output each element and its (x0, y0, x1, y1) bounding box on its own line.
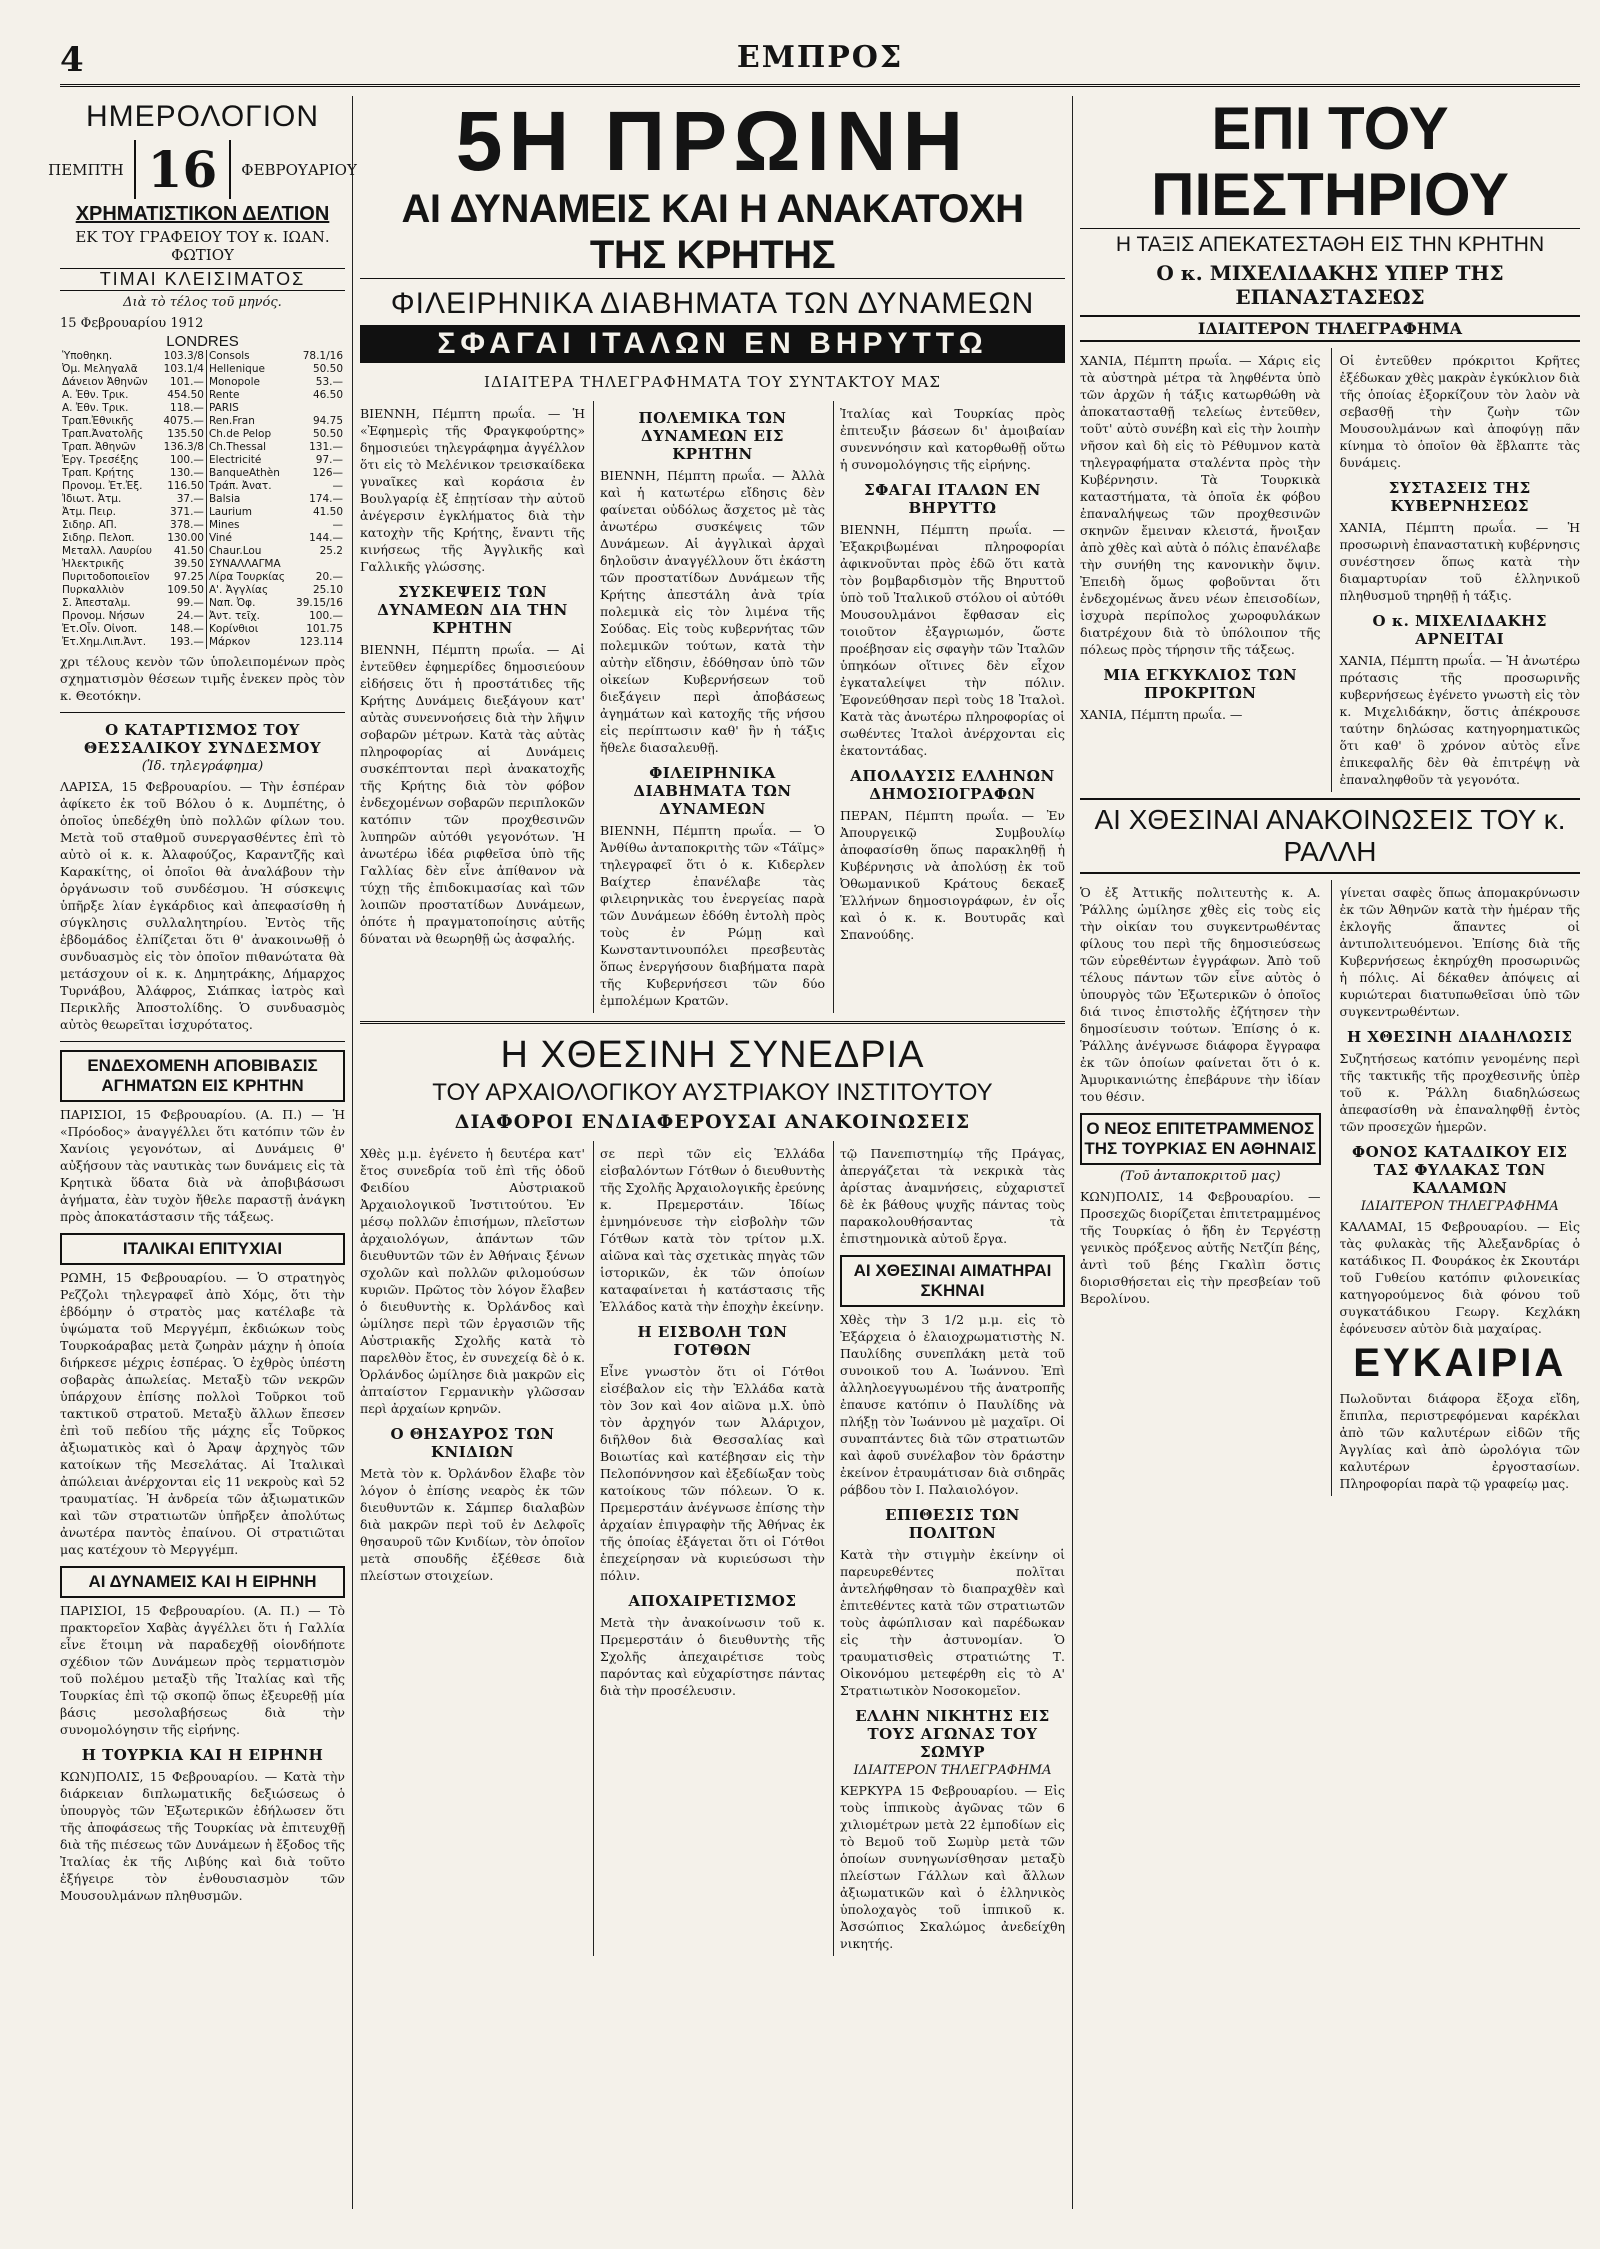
market-row (60, 454, 345, 467)
article-body: σε περὶ τῶν εἰς Ἑλλάδα εἰσβαλόντων Γότθων ὁ διευθυντὴς τῆς Σχολῆς Ἀρχαιολογικῆς ἐρεύνης κ. Πρεμερστάιν. Ἰδίως ἐμνημόνευσε τὴν εἰσβολὴν τῶν Γότθων κατὰ τὸν τρίτον μ.Χ. αἰῶνα καὶ τὰς σχετικὰς πηγὰς τῶν ἱστορικῶν, ἐκ τῶν ὁποίων καταφαίνεται ἡ κατάστασις τῆς Ἑλλάδος κατὰ τὴν ἐποχὴν ἐκείνην. (600, 1146, 825, 1314)
market-price: 39.50 (173, 558, 204, 570)
bar-headline: ΣΦΑΓΑΙ ΙΤΑΛΩΝ ΕΝ ΒΗΡΥΤΤΩ (360, 325, 1065, 363)
article-heading: Ο ΝΕΟΣ ΕΠΙΤΕΤΡΑΜΜΕΝΟΣ ΤΗΣ ΤΟΥΡΚΙΑΣ ΕΝ ΑΘΗΝΑΙΣ (1080, 1113, 1321, 1165)
market-row (60, 545, 345, 558)
market-row (60, 571, 345, 584)
market-row (60, 480, 345, 493)
market-security: Ναπ. Ὀφ. (206, 597, 291, 610)
session-articles (360, 1141, 1065, 1956)
article-body: ΠΑΡΙΣΙΟΙ, 15 Φεβρουαρίου. (Α. Π.) — Τὸ πρακτορεῖον Χαβὰς ἀγγέλλει ὅτι ἡ Γαλλία εἶνε ἕτοιμη νὰ παραδεχθῇ οἱονδήποτε σχέδιον τῶν Δυνάμεων πρὸς τερματισμὸν τοῦ πολέμου μεταξὺ τῆς Ἰταλίας καὶ τῆς Τουρκίας ἐπὶ τῷ σκοπῷ ὅπως ἐξευρεθῇ μία βάσις μεσολαβήσεως διὰ τὴν συνομολόγησιν τῆς εἰρήνης. (60, 1603, 345, 1737)
market-security: Μεταλλ. Λαυρίου (62, 545, 152, 557)
session-subheadline: ΤΟΥ ΑΡΧΑΙΟΛΟΓΙΚΟΥ ΑΥΣΤΡΙΑΚΟΥ ΙΝΣΤΙΤΟΥΤΟΥ (432, 1079, 993, 1106)
market-security: BanqueAthèn (206, 467, 291, 480)
top-articles (360, 401, 1065, 1013)
market-price: 101.75 (306, 623, 343, 635)
market-security: Chaur.Lou (206, 545, 291, 558)
market-security: Προνομ. Ἐτ.Ἐξ. (62, 480, 143, 492)
market-price: — (332, 519, 343, 531)
article-body: ΡΩΜΗ, 15 Φεβρουαρίου. — Ὁ στρατηγὸς Ρεζζολι τηλεγραφεῖ ἀπὸ Χόμς, ὅτι τὴν ἑβδόμην ὁ στρατὸς μας κατέλαβε τὰ ὑψώματα τοῦ Μεργγέμπ, ἐκδιώκων τοὺς Τουρκοάραβας μετὰ ζωηρὰν μάχην ἡ ὁποία διήρκεσε μέχρις ἑσπέρας. Ὁ ἐχθρὸς ὑπέστη σοβαρὰς ἀπωλείας. Μεταξὺ τῶν νεκρῶν ὑπάρχουν ἐπίσης πολλοὶ Τοῦρκοι τοῦ τακτικοῦ στρατοῦ. Μεταξὺ ἄλλων ἔπεσεν ἐπὶ τοῦ πεδίου τῆς μάχης εἷς Τοῦρκος ἀξιωματικὸς καὶ ὁ Ἀραψ ἀρχηγὸς τῶν κατοίκων τῆς Μεσελάτας. Αἱ Ἰταλικαὶ ἀπώλειαι ἀνέρχονται εἰς 11 νεκροὺς καὶ 52 τραυματίας. Ἡ ἀνδρεία τῶν ἀξιωματικῶν καὶ τῶν στρατιωτῶν ὑπῆρξεν ἀπολύτως ἀνωτέρα παντὸς ἐπαίνου. Οἱ στρατιῶται μας κατέχουν τὸ Μεργγέμπ. (60, 1270, 345, 1557)
article-body: Εἶνε γνωστὸν ὅτι οἱ Γότθοι εἰσέβαλον εἰς τὴν Ἑλλάδα κατὰ τὸν 3ον καὶ 4ον αἰῶνα μ.Χ. ὑπὸ τὸν ἀρχηγόν των Ἀλάριχον, διῆλθον διὰ Θεσσαλίας καὶ Βοιωτίας καὶ κατέβησαν εἰς τὴν Πελοπόννησον καὶ ἐξεδίωξαν τοὺς κατοίκους τῶν πόλεων. Ὁ κ. Πρεμερστάιν ἀνέγνωσε ἐπίσης τὴν ἀρχαίαν ἐπιγραφὴν τῆς Ἀθήνας ἐκ τῆς ὁποίας ἐξάγεται ὅτι οἱ Γότθοι ἐπεχείρησαν νὰ κυριεύσωσι τὴν πόλιν. (600, 1364, 825, 1583)
market-price: 46.50 (312, 389, 343, 401)
calendar-weekday: ΠΕΜΠΤΗ (48, 160, 124, 179)
market-price: 116.50 (167, 480, 204, 492)
session-headline: Η ΧΘΕΣΙΝΗ ΣΥΝΕΔΡΙΑ (500, 1034, 925, 1076)
market-price: 41.50 (312, 506, 343, 518)
market-security: Σιδηρ. Πελοπ. (62, 532, 135, 544)
market-row (60, 597, 345, 610)
market-price: 371.— (170, 506, 204, 518)
center-column (360, 96, 1065, 2209)
article-body: ΧΑΝΙΑ, Πέμπτη πρωΐα. — Χάρις εἰς τὰ αὐστηρὰ μέτρα τὰ ληφθέντα ὑπὸ τῶν ἀρχῶν ἡ τάξις κατωρθώθη νὰ ἀποκατασταθῇ τελείως ἐντεῦθεν, τοῦτ' αὐτὸ συνέβη καὶ εἰς τὴν λοιπὴν νῆσον καὶ δὴ εἰς τὸ Ρέθυμνον κατὰ τηλεγραφήματα σταλέντα πρὸς τὴν Κυβέρνησιν. Τὰ Τουρκικὰ καταστήματα, τὰ ὁποῖα ἐκ φόβου ἐπαναλήψεως τῶν προχθεσινῶν σκηνῶν ἔμειναν κλειστά, ἤνοιξαν ἀπὸ χθὲς καὶ αὐτὰ ὁ πόλις ἐπανέλαβε τὴν συνήθη της κανονικὴν ὄψιν. Ἐπειδὴ ὅμως φοβοῦνται ὅτι ἐνδεχομένως ἄνευ νέων ἐπεισοδίων, ἰσχυρὰ περίπολος χωροφυλάκων διατρέχουν διὰ τὸ ὑπόλοιπον τῆς πόλεως πρὸς τήρησιν τῆς τάξεως. (1080, 353, 1321, 657)
market-security: Κορίνθιοι (206, 623, 291, 636)
article-note: ΙΔΙΑΙΤΕΡΟΝ ΤΗΛΕΓΡΑΦΗΜΑ (1360, 1199, 1559, 1214)
market-row (60, 623, 345, 636)
rallis-articles (1080, 880, 1580, 1496)
right-headline: ΕΠΙ ΤΟΥ ΠΙΕΣΤΗΡΙΟΥ (1080, 96, 1580, 229)
london-label: LONDRES (166, 333, 239, 350)
calendar-month: ΦΕΒΡΟΥΑΡΙΟΥ (241, 160, 357, 179)
market-price: 94.75 (312, 415, 343, 427)
market-security: Ch.Thessal (206, 441, 291, 454)
newspaper-title: ΕΜΠΡΟΣ (736, 40, 904, 75)
market-security: Ren.Fran (206, 415, 291, 428)
article-body: ΠΕΡΑΝ, Πέμπτη πρωΐα. — Ἐν Ἀπουργεικῷ Συμβουλίῳ ἀποφασίσθη ὅπως παρακληθῇ ἡ Κυβέρνησις νὰ ἀπολύσῃ ἐκ τοῦ Ὀθωμανικοῦ Κράτους δεκαεξ Ἑλλήνων δημοσιογράφων, ἐν οἷς καὶ ὁ κ. κ. Βουτυρᾶς καὶ Σπανούδης. (840, 808, 1065, 942)
article-body: ΒΙΕΝΝΗ, Πέμπτη πρωΐα. — Αἱ ἐντεῦθεν ἐφημερίδες δημοσιεύουν εἰδήσεις ὅτι ἡ προστάτιδες τῆς Κρήτης Δυνάμεις διεξάγουν κατ' αὐτὰς συνεννοήσεις διὰ τὴν λῆψιν σοβαρῶν μέτρων. Κατὰ τὰς αὐτὰς πληροφορίας αἱ Δυνάμεις συσκέπτονται περὶ ἀνακατοχῆς τῆς Κρήτης διὰ τὸν φόβον ἐνδεχομένων σοβαρῶν περιπλοκῶν κατόπιν τῶν προχθεσινῶν λυπηρῶν αὐτόθι γεγονότων. Ἡ ἀνωτέρω ἰδέα ριφθεῖσα ὑπὸ τῆς Γαλλίας δὲν εἶνε ἀπίθανον νὰ τύχῃ τῆς ἐπιδοκιμασίας καὶ τῶν λοιπῶν προστατίδων Δυνάμεων, ὁπότε ἡ πραγματοποίησις αὐτῆς δύναται νὰ θεωρηθῇ ὡς ἀσφαλής. (360, 642, 585, 946)
market-price: 148.— (170, 623, 204, 635)
market-security: Ὀμ. Μεληγαλᾶ (62, 363, 138, 375)
session-subheadline-2: ΔΙΑΦΟΡΟΙ ΕΝΔΙΑΦΕΡΟΥΣΑΙ ΑΝΑΚΟΙΝΩΣΕΙΣ (454, 1111, 971, 1133)
article-body: Μετὰ τὴν ἀνακοίνωσιν τοῦ κ. Πρεμερστάιν ὁ διευθυντὴς τῆς Σχολῆς ἀπεχαιρέτισε τοὺς παρόντας καὶ εὐχαρίστησε πάντας διὰ τὴν προσέλευσιν. (600, 1615, 825, 1698)
market-date: 15 Φεβρουαρίου 1912 (60, 316, 204, 331)
calendar-day: 16 (134, 140, 232, 199)
market-security: Τραπ. Ἀθηνῶν (62, 441, 136, 453)
article-body: ΒΙΕΝΝΗ, Πέμπτη πρωΐα. — Ἡ «Ἐφημερὶς τῆς Φραγκφούρτης» δημοσιεύει τηλεγράφημα ἀγγέλλον ὅτι εἰς τὸ Μελένικον τρεισκαίδεκα γυναῖκες καὶ κοράσια ἐν Βουλγαρίᾳ ἐξ ἐπῃτίσαν τὴν αὐτοῦ ἀνέγερσιν ἐγκλήματος διὰ τὴν κατοχὴν τῆς Κρήτης, ἔναντι τῆς κινήσεως τῆς Ἀγγλικῆς καὶ Γαλλικῆς γλώσσης. (360, 406, 585, 574)
market-price: 39.15/16 (296, 597, 343, 609)
right-column (1080, 96, 1580, 2209)
market-security: Ἀτμ. Πειρ. (62, 506, 116, 518)
market-price: 101.— (170, 376, 204, 388)
market-price: 100.— (309, 610, 343, 622)
column-rule (352, 96, 353, 2209)
market-price: 131.— (309, 441, 343, 453)
article-body: ΧΑΝΙΑ, Πέμπτη πρωΐα. — Ἡ προσωρινὴ ἐπαναστατικὴ κυβέρνησις συνέστησεν ὅπως κατὰ τὴν διαμαρτυρίαν τοῦ ἑλληνικοῦ πληθυσμοῦ τηρηθῇ ἡ τάξις. (1339, 520, 1580, 603)
market-security: Α'. Ἀγγλίας (206, 584, 291, 597)
article-heading: ΑΙ ΧΘΕΣΙΝΑΙ ΑΙΜΑΤΗΡΑΙ ΣΚΗΝΑΙ (840, 1255, 1065, 1307)
market-security: Laurium (206, 506, 291, 519)
prices-note: Διὰ τὸ τέλος τοῦ μηνός. (123, 295, 282, 310)
market-price: 97.— (315, 454, 343, 466)
right-subheadline: Η ΤΑΞΙΣ ΑΠΕΚΑΤΕΣΤΑΘΗ ΕΙΣ ΤΗΝ ΚΡΗΤΗΝ (1115, 233, 1545, 256)
prices-title: ΤΙΜΑΙ ΚΛΕΙΣΙΜΑΤΟΣ (60, 268, 345, 291)
market-security: Τραπ.Ἐθνικῆς (62, 415, 134, 427)
market-security: Τραπ. Κρήτης (62, 467, 135, 479)
article-body: ΚΩΝ)ΠΟΛΙΣ, 14 Φεβρουαρίου. — Προσεχῶς διορίζεται ἐπιτετραμμένος τῆς Τουρκίας ὁ ἤδη ἐν Τεργέστῃ γενικὸς πρόξενος αὐτῆς Νετζίπ βέης, ἀντὶ τοῦ βέης Γκαλὶπ ὅστις διορισθήσεται εἰς τὴν πρεσβείαν τοῦ Βερολίνου. (1080, 1189, 1321, 1306)
market-security: Μάρκον (206, 636, 291, 649)
market-price: 25.2 (319, 545, 343, 557)
market-security: Πυρκαλλιὸν (62, 584, 125, 596)
market-security: Ἠλεκτρικῆς (62, 558, 125, 570)
article-body: Ἰταλίας καὶ Τουρκίας πρὸς ἐπιτευξιν βάσεων δι' ἀμοιβαίαν συνεννόησιν καὶ κατορθωθῇ οὕτω ἡ συνομολόγησις τῆς εἰρήνης. (840, 406, 1065, 472)
correspondents-line: ΙΔΙΑΙΤΕΡΑ ΤΗΛΕΓΡΑΦΗΜΑΤΑ ΤΟΥ ΣΥΝΤΑΚΤΟΥ ΜΑΣ (484, 373, 941, 391)
article-heading: ΜΙΑ ΕΓΚΥΚΛΙΟΣ ΤΩΝ ΠΡΟΚΡΙΤΩΝ (1103, 666, 1298, 702)
market-security: Τράπ. Ἀνατ. (206, 480, 291, 493)
market-row (60, 428, 345, 441)
market-price: 78.1/16 (302, 350, 343, 362)
market-price: 123.114 (299, 636, 343, 648)
article-heading: ΦΙΛΕΙΡΗΝΙΚΑ ΔΙΑΒΗΜΑΤΑ ΤΩΝ ΔΥΝΑΜΕΩΝ (633, 764, 792, 818)
right-subheadline-2: Ο κ. ΜΙΧΕΛΙΔΑΚΗΣ ΥΠΕΡ ΤΗΣ ΕΠΑΝΑΣΤΑΣΕΩΣ (1156, 261, 1504, 309)
article-heading: Η ΕΙΣΒΟΛΗ ΤΩΝ ΓΟΤΘΩΝ (637, 1323, 788, 1359)
article-body: ΚΑΛΑΜΑΙ, 15 Φεβρουαρίου. — Εἰς τὰς φυλακὰς τῆς Ἀλεξανδρίας ὁ κατάδικος Π. Φουράκος ἐκ Σκουτάρι τοῦ Γυθείου κατόπιν φιλονεικίας κατηγορούμενος διὰ φόνου τοῦ συγκατάδικου Γεωργ. Κεχλάκη ἐφόνευσεν αὐτὸν διὰ μαχαίρας. (1339, 1219, 1580, 1336)
article-heading: Η ΧΘΕΣΙΝΗ ΔΙΑΔΗΛΩΣΙΣ (1346, 1028, 1573, 1046)
market-security: Consols (206, 350, 291, 363)
market-security: Α. Ἐθν. Τρικ. (62, 402, 129, 414)
market-security: Α. Ἐθν. Τρικ. (62, 389, 129, 401)
rallis-headline: ΑΙ ΧΘΕΣΙΝΑΙ ΑΝΑΚΟΙΝΩΣΕΙΣ ΤΟΥ κ. ΡΑΛΛΗ (1080, 798, 1580, 874)
article-body: ΚΕΡΚΥΡΑ 15 Φεβρουαρίου. — Εἰς τοὺς ἱππικοὺς ἀγῶνας τῶν 6 χιλιομέτρων μετὰ 22 ἐμποδίων εἰς τὸ Βεμοῦ τοῦ Σωμὺρ μετὰ τῶν ὁποίων συνηγωνίσθησαν μεταξὺ πλείστων Γάλλων καὶ ἄλλων ἀξιωματικῶν καὶ ὁ ἑλληνικὸς ὑπολοχαγὸς τοῦ ἱππικοῦ κ. Ἀσσώπιος Σκαλώμος ἀνεδείχθη νικητής. (840, 1783, 1065, 1951)
column-rule (1072, 96, 1073, 2209)
article-heading: ΣΥΣΚΕΨΕΙΣ ΤΩΝ ΔΥΝΑΜΕΩΝ ΔΙΑ ΤΗΝ ΚΡΗΤΗΝ (377, 583, 568, 637)
market-security: Πυριτοδοποιεῖον (62, 571, 150, 583)
market-price: — (332, 480, 343, 492)
article-body: Ὁ ἐξ Ἀττικῆς πολιτευτὴς κ. Α. Ῥάλλης ὡμίλησε χθὲς εἰς τοὺς εἰς τὴν οἰκίαν του συγκεντρωθέντας φίλους του περὶ τῆς δημοσιεύσεως τῶν εὐρεθέντων ἐγγράφων. Ἀπὸ τοῦ τέλους πάντων τῶν εἶνε αὐτὸς ὁ ὑπουργὸς τῶν Ἐξωτερικῶν ὁ ὁποῖος διά τινος ἐπιστολῆς ἐζήτησεν τὴν δημοσίευσιν τούτων. Ἐπίσης ὁ κ. Ῥάλλης ἀνέγνωσε διάφορα ἔγγραφα ἐκ τῶν ὁποίων φαίνεται ὅτι ὁ κ. Ἀμυρικανιώτης ἐπεβάρυνε τὴν ἰδίαν του θέσιν. (1080, 885, 1321, 1104)
market-security: Monopole (206, 376, 291, 389)
market-security: Λίρα Τουρκίας (206, 571, 291, 584)
market-price: 41.50 (173, 545, 204, 557)
market-price: 130.00 (167, 532, 204, 544)
ad-body: Πωλοῦνται διάφορα ἔξοχα εἴδη, ἔπιπλα, περιστρεφόμεναι καρέκλαι ἀπὸ τῶν καλυτέρων εἰδῶν τῆς Ἀγγλίας καὶ ἀπὸ ὠρολόγια τῶν καλυτέρων ἐργοστασίων. Πληροφορίαι παρὰ τῷ γραφείῳ μας. (1339, 1391, 1580, 1491)
market-row (60, 441, 345, 454)
article-heading: Ο ΚΑΤΑΡΤΙΣΜΟΣ ΤΟΥ ΘΕΣΣΑΛΙΚΟΥ ΣΥΝΔΕΣΜΟΥ (83, 721, 322, 757)
market-security: Ἐργ. Τρεσέξης (62, 454, 139, 466)
market-price: 50.50 (312, 363, 343, 375)
market-security: Ἀντ. τεῖχ. (206, 610, 291, 623)
market-note: χρι τέλους κενὸν τῶν ὑπολειπομένων πρὸς σχηματισμὸν θέσεων τιμῆς ἐνεκεν πρὸς τὸν κ. Θεοτόκην. (60, 654, 345, 703)
article-heading: ΑΠΟΛΑΥΣΙΣ ΕΛΛΗΝΩΝ ΔΗΜΟΣΙΟΓΡΑΦΩΝ (850, 767, 1055, 803)
market-price: 130.— (170, 467, 204, 479)
article-heading: ΕΠΙΘΕΣΙΣ ΤΩΝ ΠΟΛΙΤΩΝ (885, 1506, 1020, 1542)
market-row (60, 350, 345, 363)
article-heading: Η ΤΟΥΡΚΙΑ ΚΑΙ Η ΕΙΡΗΝΗ (81, 1746, 324, 1764)
left-column (48, 96, 357, 2209)
article-heading: ΑΠΟΧΑΙΡΕΤΙΣΜΟΣ (628, 1592, 797, 1610)
market-security: Mines (206, 519, 291, 532)
market-price: 24.— (176, 610, 204, 622)
market-price: 100.— (170, 454, 204, 466)
market-price: 97.25 (173, 571, 204, 583)
article-heading: Ο ΘΗΣΑΥΡΟΣ ΤΩΝ ΚΝΙΔΙΩΝ (390, 1425, 555, 1461)
market-row (60, 389, 345, 402)
market-row (60, 493, 345, 506)
market-row (60, 636, 345, 649)
market-row (60, 558, 345, 571)
market-price: 135.50 (167, 428, 204, 440)
market-row (60, 415, 345, 428)
market-price: 20.— (315, 571, 343, 583)
article-heading: ΣΥΣΤΑΣΕΙΣ ΤΗΣ ΚΥΒΕΡΝΗΣΕΩΣ (1388, 479, 1531, 515)
market-row (60, 532, 345, 545)
article-body: ΒΙΕΝΝΗ, Πέμπτη πρωΐα. — Ὁ Ἀνθίθω ἀνταποκριτὴς τῶν «Τάϊμς» τηλεγραφεῖ ὅτι ὁ κ. Κιδερλεν Βαίχτερ ἐπανέλαβε τὰς φιλειρηνικὰς του ἐνεργείας παρὰ τῶν Δυνάμεων ἐδόθη ἐντολὴ πρὸς τοὺς ἐν Ρώμῃ καὶ Κωνσταντινουπόλει πρεσβευτὰς ὅπως ἐνεργήσουν διαβήματα παρὰ τῆς Κυβερνήσεσι τῶν δύο ἐμπολέμων Κρατῶν. (600, 823, 825, 1008)
finance-title: ΧΡΗΜΑΤΙΣΤΙΚΟΝ ΔΕΛΤΙΟΝ (75, 203, 330, 225)
article-note: ΙΔΙΑΙΤΕΡΟΝ ΤΗΛΕΓΡΑΦΗΜΑ (853, 1763, 1052, 1778)
article-body: Οἱ ἐντεῦθεν πρόκριτοι Κρῆτες ἐξέδωκαν χθὲς μακρὰν ἐγκύκλιον διὰ τῆς ὁποίας ἐξορκίζουν τὸν λαὸν νὰ σεβασθῇ τὴν ζωὴν τῶν Μουσουλμάνων καὶ ἀποφύγῃ πᾶν κίνημα τὸ ὁποῖον θὰ ἔβλαπτε τὰς δυνάμεις. (1339, 353, 1580, 470)
market-security: Προνομ. Νήσων (62, 610, 145, 622)
market-price: 103.1/4 (163, 363, 204, 375)
right-articles (1080, 348, 1580, 792)
article-body: ΒΙΕΝΝΗ, Πέμπτη πρωΐα. — Ἀλλὰ καὶ ἡ κατωτέρω εἴδησις δὲν φαίνεται οὐδόλως ἄσχετος μὲ τὰς ἀνωτέρω συσκέψεις τῶν Δυνάμεων. Αἱ ἀγγλικαὶ ἀρχαὶ δηλοῦσιν ἀναγγέλλουν ὅτι ἐκάστη τῶν προστατίδων Δυνάμεων τῆς Κρήτης ἀπεστάλη ἀνὰ τρία πολεμικὰ εἰς τὸν λιμένα τῆς Σούδας. Εἰς τοὺς κυβερνήτας τῶν πολεμικῶν τούτων, κατὰ τὴν αὐτὴν εἴδησιν, ἐδόθησαν ὑπὸ τῶν οἰκείων Κυβερνήσεων τοῦ διεξάγειν περὶ ἀποβάσεως ἀγημάτων καὶ κατοχῆς τῆς νήσου εἰς περίπτωσιν καθ' ἣν ἡ τάξις ἤθελε διασαλευθῇ. (600, 468, 825, 755)
finance-source: ΕΚ ΤΟΥ ΓΡΑΦΕΙΟΥ ΤΟΥ κ. ΙΩΑΝ. ΦΩΤΙΟΥ (75, 228, 330, 264)
ad-headline: ΕΥΚΑΙΡΙΑ (1353, 1341, 1567, 1385)
market-security: ΣΥΝΑΛΛΑΓΜΑ (206, 558, 291, 571)
market-price: 144.— (309, 532, 343, 544)
article-heading: ΕΛΛΗΝ ΝΙΚΗΤΗΣ ΕΙΣ ΤΟΥΣ ΑΓΩΝΑΣ ΤΟΥ ΣΩΜΥΡ (855, 1707, 1050, 1761)
market-row (60, 363, 345, 376)
article-body: γίνεται σαφὲς ὅπως ἀπομακρύνωσιν ἐκ τῶν Ἀθηνῶν κατὰ τὴν ἡμέραν τῆς ἐκλογῆς ἅπαντες οἱ ἀντιπολιτευόμενοι. Ἐπίσης διὰ τῆς Κυβερνήσεως ἐκηρύχθη προσωρινῶς ἡ πόλις. Αἱ δέκαθεν ἀπόψεις αἱ κυριώτεραι διατυπωθεῖσαι ὑπὸ τῶν συγκεντρωθέντων. (1339, 885, 1580, 1019)
page-number: 4 (60, 40, 84, 80)
market-security: Ἰδιωτ. Ἀτμ. (62, 493, 122, 505)
market-row (60, 506, 345, 519)
market-price: 53.— (315, 376, 343, 388)
market-security: Δάνειον Ἀθηνῶν (62, 376, 148, 388)
main-headline: ΑΙ ΔΥΝΑΜΕΙΣ ΚΑΙ Η ΑΝΑΚΑΤΟΧΗ ΤΗΣ ΚΡΗΤΗΣ (360, 186, 1065, 279)
article-heading: ΠΟΛΕΜΙΚΑ ΤΩΝ ΔΥΝΑΜΕΩΝ ΕΙΣ ΚΡΗΤΗΝ (638, 409, 787, 463)
calendar-title: ΗΜΕΡΟΛΟΓΙΟΝ (85, 100, 320, 133)
market-price: 118.— (170, 402, 204, 414)
market-security: Σ. Ἀπεσταλμ. (62, 597, 131, 609)
market-row (60, 610, 345, 623)
article-heading: ΦΟΝΟΣ ΚΑΤΑΔΙΚΟΥ ΕΙΣ ΤΑΣ ΦΥΛΑΚΑΣ ΤΩΝ ΚΑΛΑΜΩΝ (1352, 1143, 1568, 1197)
market-price: 126— (312, 467, 343, 479)
article-note: (Ἰδ. τηλεγράφημα) (141, 759, 264, 774)
article-body: ΒΙΕΝΝΗ, Πέμπτη πρωΐα. — Ἐξακριβωμέναι πληροφορίαι ἀφικνοῦνται πρὸς ἐδῶ ὅτι κατὰ τὸν βομβαρδισμὸν τῆς Βηρυττοῦ ὑπὸ τοῦ Ἰταλικοῦ στόλου οἱ αὐτόθι Μουσουλμάνοι ἔφθασαν εἰς τοιοῦτον ἐξαγριωμόν, ὥστε προέβησαν εἰς σφαγὴν τῶν Ἰταλῶν ὑπηκόων οἵτινες δὲν εἶχον ἐγκαταλείψει τὴν πόλιν. Ἐφονεύθησαν περὶ τοὺς 18 Ἰταλοὶ. Κατὰ τὰς ἀνωτέρω πληροφορίας οἱ σωθέντες Ἰταλοὶ ἀνέρχονται εἰς ἑκατοντάδας. (840, 522, 1065, 758)
market-price (291, 402, 345, 415)
article-note: (Τοῦ ἀνταποκριτοῦ μας) (1119, 1169, 1281, 1184)
market-security: Hellenique (206, 363, 291, 376)
market-security: Ἐτ.Χημ.Λιπ.Ἀντ. (62, 636, 147, 648)
market-price: 103.3/8 (163, 350, 204, 362)
market-row (60, 467, 345, 480)
market-price: 99.— (176, 597, 204, 609)
market-security: Balsia (206, 493, 291, 506)
market-security: Σιδηρ. ΑΠ. (62, 519, 118, 531)
article-body: τῷ Πανεπιστημίῳ τῆς Πράγας, ἀπεργάζεται τὰ νεκρικὰ τὰς ἀρίστας ἀναμνήσεις, εὐχαριστεῖ δὲ ἐκ βάθους ψυχῆς πάντας τοὺς παρακολουθήσαντας τὰ ἐπιστημονικὰ αὐτοῦ ἔργα. (840, 1146, 1065, 1246)
article-body: ΛΑΡΙΣΑ, 15 Φεβρουαρίου. — Τὴν ἑσπέραν ἀφίκετο ἐκ τοῦ Βόλου ὁ κ. Δυμπέτης, ὁ ὁποῖος ὑπεδέχθη ὑπὸ πολλῶν φίλων του. Μετὰ τοῦ σταθμοῦ συνεργασθέντες ἐπὶ τὸ αὐτὸ οἱ κ. κ. Ἀλαφούζος, Καραντζῆς καὶ Καρακίτης, οἱ ὁποῖοι θὰ ἀναλάβουν τὴν ὀργάνωσιν τοῦ συνδέσμου. Ἡ σύσκεψις ὑπῆρξε λίαν ἐγκάρδιος καὶ ἀπεφασίσθη ἡ σύγκλησις συλλαλητηρίου. Ἐντὸς τῆς ἑβδομάδος ἐλπίζεται ὅτι θ' ἀνακοινωθῇ ὁ συνδυασμὸς εἰς τὸν ὁποῖον πιθανώτατα θὰ μετάσχουν οἱ κ. κ. Δημητράκης, Δήμαρχος Τυρνάβου, Ἀλάφρος, Σιάπκας ἰατρὸς καὶ Περικλῆς Ἀποστολίδης. Ὁ συνδυασμὸς αὐτὸς θεωρεῖται ἰσχυρότατος. (60, 779, 345, 1032)
market-price: 378.— (170, 519, 204, 531)
article-body: ΠΑΡΙΣΙΟΙ, 15 Φεβρουαρίου. (Α. Π.) — Ἡ «Πρόοδος» ἀναγγέλλει ὅτι κατόπιν τῶν ἐν Χανίοις γεγονότων, αἱ Δυνάμεις θ' αὐξήσουν τὰς ναυτικὰς των δυνάμεις εἰς τὰ Κρητικὰ ὕδατα διὰ νὰ ἀποβιβάσωσι ἀγήματα, ἐὰν τυχὸν ἤθελε παραστῇ ἀνάγκη πρὸς ἀποκατάστασιν τῆς τάξεως. (60, 1107, 345, 1224)
article-body: Χθὲς τὴν 3 1/2 μ.μ. εἰς τὸ Ἐξάρχεια ὁ ἐλαιοχρωματιστὴς Ν. Παυλίδης συνεπλάκη μετὰ τοῦ συνοικοῦ του Α. Ἰωάννου. Ἐπὶ ἀλληλοεγγυωμένου τῆς ἀνατροπῆς ἐπαυσε κατόπιν ὁ Παυλίδης νὰ πλήξῃ τὸν Ἰωάννου μὲ μαχαῖρι. Οἱ συναπτάντες διὰ τῶν στρατιωτῶν καὶ ἀφοῦ συνέλαβον τὸν δράστην ἐκείνον ἐτραυμάτισαν διὰ σιδηρᾶς ράβδου τὸν Ι. Παλαιολόγον. (840, 1312, 1065, 1497)
article-heading: ΑΙ ΔΥΝΑΜΕΙΣ ΚΑΙ Η ΕΙΡΗΝΗ (60, 1566, 345, 1598)
market-price: 109.50 (167, 584, 204, 596)
right-subheadline-3: ΙΔΙΑΙΤΕΡΟΝ ΤΗΛΕΓΡΑΦΗΜΑ (1080, 315, 1580, 342)
market-row (60, 376, 345, 389)
market-price (291, 558, 345, 571)
market-security: Rente (206, 389, 291, 402)
market-price: 454.50 (167, 389, 204, 401)
article-body: Μετὰ τὸν κ. Ὀρλάνδον ἔλαβε τὸν λόγον ὁ ἐπίσης νεαρὸς ἐκ τῶν διευθυντῶν κ. Σάμπερ διαλαβὼν διὰ μακρῶν περὶ τοῦ ἐν Δελφοῖς θησαυροῦ τῶν Κνιδίων, τὸν ὁποῖον μετὰ σπουδῆς ἐξέθεσε διὰ πλείστων στοιχείων. (360, 1466, 585, 1583)
article-heading: ΙΤΑΛΙΚΑΙ ΕΠΙΤΥΧΙΑΙ (60, 1233, 345, 1265)
market-row (60, 402, 345, 415)
market-security: Ὑποθηκη. (62, 350, 113, 362)
market-price: 50.50 (312, 428, 343, 440)
market-security: Viné (206, 532, 291, 545)
market-price: 25.10 (312, 584, 343, 596)
market-price: 193.— (170, 636, 204, 648)
article-body: Συζητήσεως κατόπιν γενομένης περὶ τῆς τακτικῆς τῆς προχθεσινῆς ὑπὲρ τοῦ κ. Ῥάλλη διαδηλώσεως ἀπεφασίσθη νὰ ἐπαναληφθῇ ἐντὸς τῶν προσεχῶν ἡμερῶν. (1339, 1051, 1580, 1134)
market-security: Ἐτ.Οἶν. Οἰνοπ. (62, 623, 138, 635)
article-heading: ΕΝΔΕΧΟΜΕΝΗ ΑΠΟΒΙΒΑΣΙΣ ΑΓΗΜΑΤΩΝ ΕΙΣ ΚΡΗΤΗΝ (60, 1050, 345, 1102)
article-body: Χθὲς μ.μ. ἐγένετο ἡ δευτέρα κατ' ἔτος συνεδρία τοῦ ἐπὶ τῆς ὁδοῦ Φειδίου Αὐστριακοῦ Ἀρχαιολογικοῦ Ἰνστιτούτου. Ἐν μέσῳ πολλῶν ἐπισήμων, πλεῖστων ἀρχαιολόγων, ἀπάντων τῶν διευθυντῶν τῶν ἐν Ἀθήναις ξένων σχολῶν καὶ πολλῶν φιλομούσων κυριῶν. Πρῶτος τὸν λόγον ἔλαβεν ὁ διευθυντὴς κ. Ὀρλάνδος καὶ ὡμίλησε περὶ τῶν ἐργασιῶν τῆς Αὐστριακῆς Σχολῆς κατὰ τὸ παρελθὸν ἔτος, ἐν συνεχείᾳ δὲ ὁ κ. Ὀρλάνδος ὡμίλησε διὰ μακρῶν εἰς ἀπταίστον Γερμανικὴν γλῶσσαν περὶ ἀρχαίων κρηνῶν. (360, 1146, 585, 1416)
market-security: Τραπ.Ἀνατολῆς (62, 428, 144, 440)
subheadline: ΦΙΛΕΙΡΗΝΙΚΑ ΔΙΑΒΗΜΑΤΑ ΤΩΝ ΔΥΝΑΜΕΩΝ (390, 287, 1035, 320)
masthead (60, 38, 1580, 87)
market-price: 174.— (309, 493, 343, 505)
market-table (60, 350, 345, 649)
article-body: ΧΑΝΙΑ, Πέμπτη πρωΐα. — (1080, 707, 1243, 722)
article-body: ΚΩΝ)ΠΟΛΙΣ, 15 Φεβρουαρίου. — Κατὰ τὴν διάρκειαν διπλωματικῆς δεξιώσεως ὁ ὑπουργὸς τῶν Ἐξωτερικῶν ἐδήλωσεν ὅτι τῆς ἀποφάσεως τῆς Τουρκίας νὰ ἐπιτευχθῇ διὰ τῆς πιέσεως τῶν Δυνάμεων ἡ ἔξοδος τῆς Ἰταλίας ἐκ τῆς Λιβύης καὶ διὰ τοῦτο ἐξήγειρε τὸν ἐνθουσιασμὸν τῶν Μουσουλμάνων πληθυσμῶν. (60, 1769, 345, 1903)
edition-title: 5Η ΠΡΩΙΝΗ (455, 94, 970, 188)
article-heading: Ο κ. ΜΙΧΕΛΙΔΑΚΗΣ ΑΡΝΕΙΤΑΙ (1372, 612, 1547, 648)
article-heading: ΣΦΑΓΑΙ ΙΤΑΛΩΝ ΕΝ ΒΗΡΥΤΤΩ (864, 481, 1041, 517)
market-security: Electricité (206, 454, 291, 467)
market-price: 136.3/8 (163, 441, 204, 453)
market-security: Ch.de Pelop (206, 428, 291, 441)
market-price: 37.— (176, 493, 204, 505)
calendar-date (48, 140, 357, 199)
article-body: Κατὰ τὴν στιγμὴν ἐκείνην οἱ παρευρεθέντες πολῖται ἀντελήφθησαν τὸ διαπραχθὲν καὶ ἐπιτεθέντες κατὰ τῶν στρατιωτῶν τοὺς ἀφώπλισαν καὶ παρέδωκαν εἰς τὴν ἀστυνομίαν. Ὁ τραυματισθεὶς στρατιώτης Τ. Οἰκονόμου μετεφέρθη εἰς τὸ Α' Στρατιωτικὸν Νοσοκομεῖον. (840, 1547, 1065, 1698)
market-row (60, 519, 345, 532)
article-body: ΧΑΝΙΑ, Πέμπτη πρωΐα. — Ἡ ἀνωτέρω πρότασις τῆς προσωρινῆς κυβερνήσεως ἐγένετο γνωστὴ εἰς τὸν κ. Μιχελιδάκην, ὅστις ἀπέκρουσε ταύτην δηλώσας κατηγορηματικῶς ὅτι καθ' ὃ χρόνον αὐτὸς εἶνε ἐπικεφαλῆς δὲν θὰ ἐπιτρέψῃ νὰ ἐπαναληφθοῦν τὰ γεγονότα. (1339, 653, 1580, 787)
market-security: PARIS (206, 402, 291, 415)
market-row (60, 584, 345, 597)
market-price: 4075.— (163, 415, 204, 427)
